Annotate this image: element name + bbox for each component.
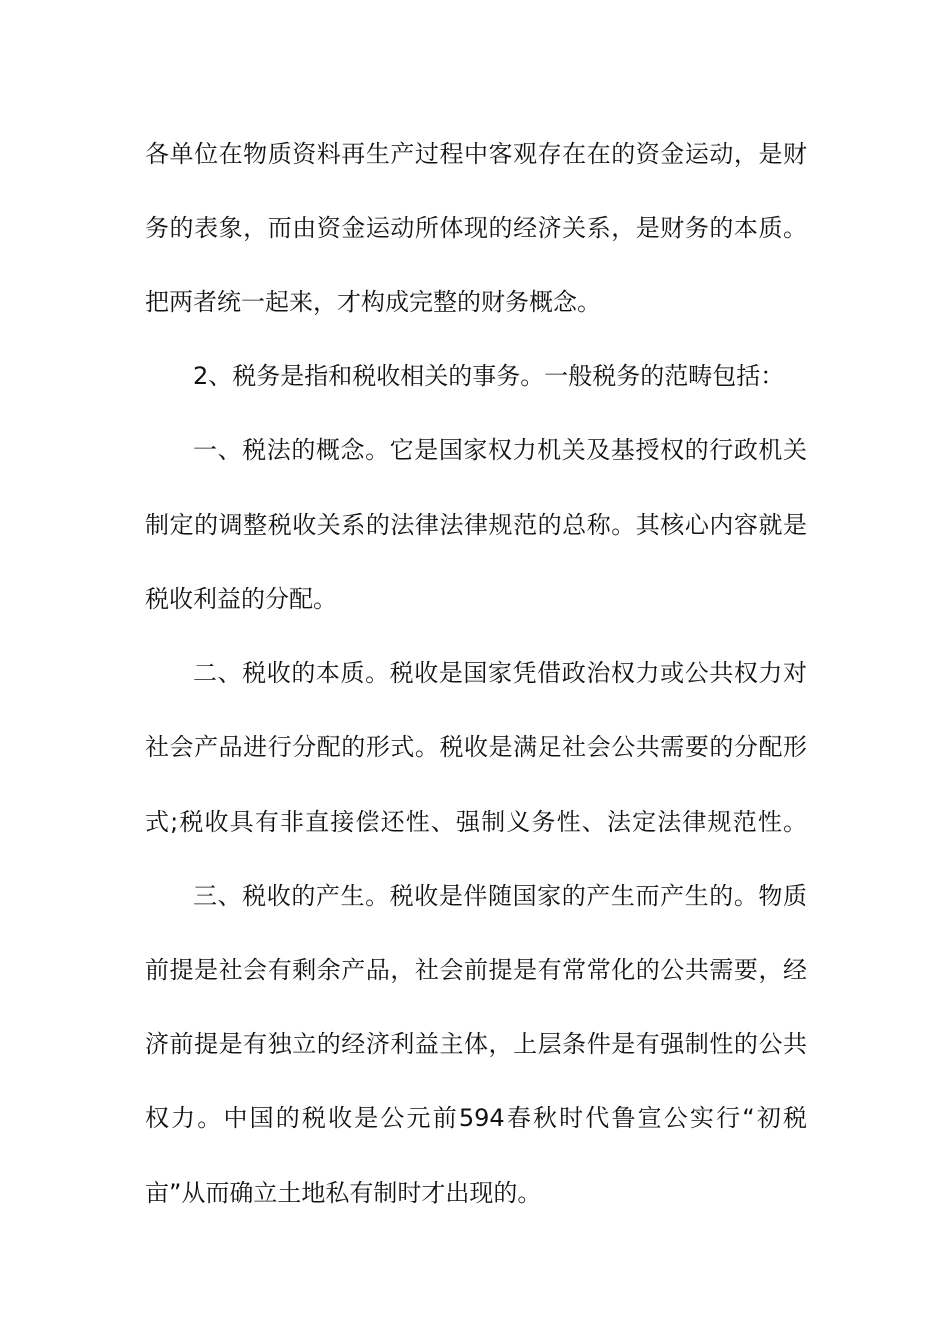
text-line: 把两者统一起来，才构成完整的财务概念。: [145, 288, 601, 316]
text-line: 前提是社会有剩余产品，社会前提是有常常化的公共需要，经: [145, 956, 807, 984]
text-line: 二、税收的本质。税收是国家凭借政治权力或公共权力对: [193, 659, 807, 687]
text-line: 亩”从而确立土地私有制时才出现的。: [145, 1179, 542, 1207]
text-line: 济前提是有独立的经济利益主体，上层条件是有强制性的公共: [145, 1030, 807, 1058]
text-line: 一、税法的概念。它是国家权力机关及基授权的行政机关: [193, 436, 807, 464]
text-line: 2、税务是指和税收相关的事务。一般税务的范畴包括：: [193, 362, 785, 390]
text-line: 权力。中国的税收是公元前594春秋时代鲁宣公实行“初税: [145, 1104, 807, 1132]
text-line: 务的表象，而由资金运动所体现的经济关系，是财务的本质。: [145, 214, 807, 242]
text-line: 税收利益的分配。: [145, 585, 337, 613]
text-line: 制定的调整税收关系的法律法律规范的总称。其核心内容就是: [145, 511, 807, 539]
text-line: 三、税收的产生。税收是伴随国家的产生而产生的。物质: [193, 882, 807, 910]
text-line: 式;税收具有非直接偿还性、强制义务性、法定法律规范性。: [145, 808, 807, 836]
text-line: 社会产品进行分配的形式。税收是满足社会公共需要的分配形: [145, 733, 807, 761]
text-line: 各单位在物质资料再生产过程中客观存在在的资金运动，是财: [145, 140, 807, 168]
